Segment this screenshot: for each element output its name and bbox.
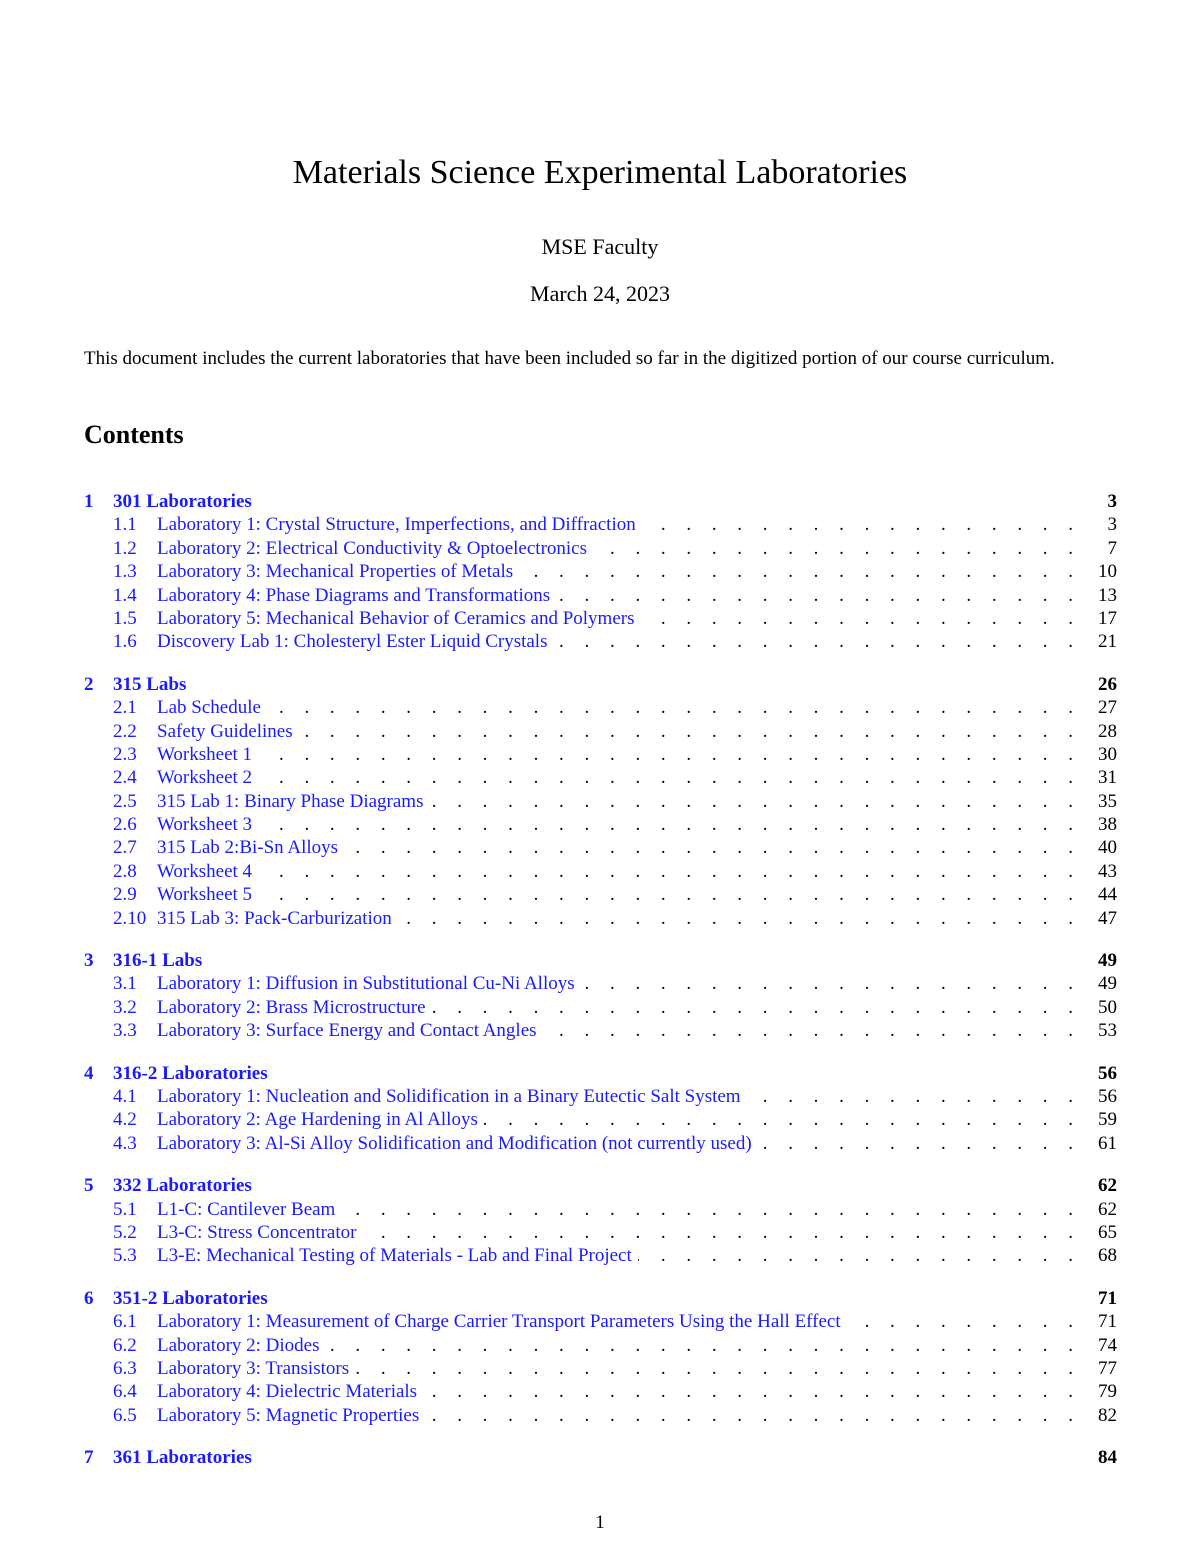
toc-dot-leader bbox=[758, 1132, 1081, 1155]
toc-entry-page: 27 bbox=[1098, 697, 1117, 719]
toc-chapter-link[interactable]: 315 Labs bbox=[113, 673, 187, 695]
toc-entry-page: 17 bbox=[1098, 607, 1117, 629]
toc-entry-number[interactable]: 2.10 bbox=[113, 907, 147, 929]
toc-chapter-page: 84 bbox=[1098, 1447, 1117, 1469]
toc-entry-number[interactable]: 1.6 bbox=[113, 631, 137, 653]
toc-chapter-row[interactable] bbox=[84, 949, 1117, 972]
toc-entry-number[interactable]: 5.3 bbox=[113, 1245, 137, 1267]
toc-entry-page: 43 bbox=[1098, 860, 1117, 882]
toc-dot-leader bbox=[258, 766, 1081, 789]
toc-entry-number[interactable]: 6.2 bbox=[113, 1334, 137, 1356]
toc-entry-row[interactable] bbox=[84, 1085, 1117, 1108]
toc-chapter-link[interactable]: 332 Laboratories bbox=[113, 1175, 252, 1197]
toc-entry-number[interactable]: 2.5 bbox=[113, 790, 137, 812]
toc-entry-page: 35 bbox=[1098, 790, 1117, 812]
toc-dot-leader bbox=[267, 696, 1081, 719]
toc-dot-leader bbox=[258, 813, 1081, 836]
toc-chapter-row[interactable] bbox=[84, 1174, 1117, 1197]
toc-dot-leader bbox=[847, 1310, 1081, 1333]
toc-entry-row[interactable] bbox=[84, 766, 1117, 789]
toc-entry-row[interactable] bbox=[84, 1198, 1117, 1221]
toc-dot-leader bbox=[299, 720, 1081, 743]
toc-entry-number[interactable]: 6.5 bbox=[113, 1404, 137, 1426]
toc-entry-row[interactable] bbox=[84, 607, 1117, 630]
toc-entry-page: 79 bbox=[1098, 1381, 1117, 1403]
toc-dot-leader bbox=[258, 883, 1081, 906]
toc-entry-page: 28 bbox=[1098, 720, 1117, 742]
toc-entry-page: 10 bbox=[1098, 561, 1117, 583]
toc-entry-link[interactable]: Worksheet 1 bbox=[157, 743, 253, 765]
toc-chapter-number[interactable]: 3 bbox=[84, 950, 94, 972]
toc-entry-row[interactable] bbox=[84, 1132, 1117, 1155]
toc-entry-number[interactable]: 6.3 bbox=[113, 1357, 137, 1379]
toc-entry-page: 62 bbox=[1098, 1198, 1117, 1220]
toc-entry-row[interactable] bbox=[84, 630, 1117, 653]
toc-entry-number[interactable]: 6.1 bbox=[113, 1311, 137, 1333]
toc-chapter-row[interactable] bbox=[84, 1446, 1117, 1469]
toc-entry-link[interactable]: Discovery Lab 1: Cholesteryl Ester Liquid Crystals bbox=[157, 631, 548, 653]
toc-dot-leader bbox=[641, 607, 1082, 630]
toc-entry-number[interactable]: 1.1 bbox=[113, 514, 137, 536]
toc-dot-leader bbox=[423, 1380, 1081, 1403]
toc-entry-link[interactable]: 315 Lab 1: Binary Phase Diagrams bbox=[157, 790, 424, 812]
toc-section bbox=[84, 1174, 1117, 1268]
toc-entry-row[interactable] bbox=[84, 790, 1117, 813]
toc-entry-page: 21 bbox=[1098, 631, 1117, 653]
toc-entry-row[interactable] bbox=[84, 1108, 1117, 1131]
toc-dot-leader bbox=[543, 1019, 1081, 1042]
toc-entry-number[interactable]: 3.3 bbox=[113, 1020, 137, 1042]
toc-dot-leader bbox=[484, 1108, 1081, 1131]
toc-entry-link[interactable]: Laboratory 3: Transistors bbox=[157, 1357, 350, 1379]
toc-chapter-number[interactable]: 5 bbox=[84, 1175, 94, 1197]
toc-entry-link[interactable]: Laboratory 2: Age Hardening in Al Alloys bbox=[157, 1109, 478, 1131]
toc-entry-page: 71 bbox=[1098, 1311, 1117, 1333]
toc-entry-page: 65 bbox=[1098, 1221, 1117, 1243]
toc-entry-row[interactable] bbox=[84, 537, 1117, 560]
toc-entry-link[interactable]: Laboratory 1: Crystal Structure, Imperfections, and Diffraction bbox=[157, 514, 636, 536]
toc-entry-number[interactable]: 2.7 bbox=[113, 837, 137, 859]
toc-chapter-page: 71 bbox=[1098, 1287, 1117, 1309]
toc-chapter-number[interactable]: 1 bbox=[84, 491, 94, 512]
toc-entry-row[interactable] bbox=[84, 907, 1117, 930]
toc-entry-row[interactable] bbox=[84, 860, 1117, 883]
toc-entry-number[interactable]: 6.4 bbox=[113, 1381, 137, 1403]
toc-entry-number[interactable]: 2.2 bbox=[113, 720, 137, 742]
toc-entry-link[interactable]: Laboratory 3: Mechanical Properties of Metals bbox=[157, 561, 514, 583]
toc-section bbox=[84, 1287, 1117, 1427]
toc-entry-page: 31 bbox=[1098, 767, 1117, 789]
toc-chapter-page: 62 bbox=[1098, 1175, 1117, 1197]
toc-entry-number[interactable]: 5.2 bbox=[113, 1221, 137, 1243]
toc-dot-leader bbox=[425, 1404, 1081, 1427]
toc-entry-link[interactable]: 315 Lab 2:Bi-Sn Alloys bbox=[157, 837, 339, 859]
toc-chapter-row[interactable] bbox=[84, 673, 1117, 696]
toc-entry-link[interactable]: Worksheet 2 bbox=[157, 767, 253, 789]
toc-entry-link[interactable]: 315 Lab 3: Pack-Carburization bbox=[157, 907, 392, 929]
page-number: 1 bbox=[595, 1512, 605, 1533]
toc-chapter-page: 49 bbox=[1098, 950, 1117, 972]
abstract: This document includes the current laboratories that have been included so far in the digitized portion of our course curriculum. bbox=[84, 348, 1055, 369]
toc-entry-number[interactable]: 3.1 bbox=[113, 973, 137, 995]
toc-entry-page: 3 bbox=[1107, 514, 1117, 536]
toc-entry-link[interactable]: Worksheet 5 bbox=[157, 884, 253, 906]
toc-entry-number[interactable]: 2.9 bbox=[113, 884, 137, 906]
toc-entry-row[interactable] bbox=[84, 1404, 1117, 1427]
toc-entry-link[interactable]: Laboratory 4: Phase Diagrams and Transformations bbox=[157, 584, 551, 606]
toc-entry-row[interactable] bbox=[84, 513, 1117, 536]
toc-entry-page: 47 bbox=[1098, 907, 1117, 929]
toc-entry-number[interactable]: 2.1 bbox=[113, 697, 137, 719]
toc-entry-number[interactable]: 4.1 bbox=[113, 1085, 137, 1107]
toc-entry-number[interactable]: 2.4 bbox=[113, 767, 137, 789]
toc-entry-link[interactable]: Safety Guidelines bbox=[157, 720, 293, 742]
toc-entry-link[interactable]: L1-C: Cantilever Beam bbox=[157, 1198, 336, 1220]
toc-dot-leader bbox=[355, 1357, 1081, 1380]
toc-chapter-page: 56 bbox=[1098, 1062, 1117, 1084]
toc-entry-link[interactable]: Laboratory 3: Surface Energy and Contact Angles bbox=[157, 1020, 537, 1042]
toc-entry-row[interactable] bbox=[84, 883, 1117, 906]
toc-entry-row[interactable] bbox=[84, 1380, 1117, 1403]
toc-entry-page: 74 bbox=[1098, 1334, 1117, 1356]
toc-entry-number[interactable]: 2.6 bbox=[113, 814, 137, 836]
toc-dot-leader bbox=[341, 1198, 1081, 1221]
toc-entry-page: 38 bbox=[1098, 814, 1117, 836]
toc-entry-link[interactable]: Laboratory 1: Diffusion in Substitutional Cu-Ni Alloys bbox=[157, 973, 575, 995]
toc-entry-link[interactable]: Worksheet 3 bbox=[157, 814, 253, 836]
toc-dot-leader bbox=[258, 743, 1081, 766]
toc-chapter-link[interactable]: 301 Laboratories bbox=[113, 491, 252, 512]
toc-entry-link[interactable]: Laboratory 3: Al-Si Alloy Solidification and Modification (not currently used) bbox=[157, 1132, 752, 1154]
toc-section bbox=[84, 1062, 1117, 1156]
toc-chapter-row[interactable] bbox=[84, 490, 1117, 513]
toc-chapter-link[interactable]: 316-1 Labs bbox=[113, 950, 203, 972]
toc-chapter-page: 3 bbox=[1107, 491, 1117, 512]
toc-dot-leader bbox=[326, 1334, 1081, 1357]
toc-entry-row[interactable] bbox=[84, 1244, 1117, 1267]
toc-entry-link[interactable]: L3-E: Mechanical Testing of Materials - Lab and Final Project bbox=[157, 1245, 632, 1267]
toc-entry-page: 53 bbox=[1098, 1020, 1117, 1042]
toc-entry-link[interactable]: Laboratory 2: Brass Microstructure bbox=[157, 996, 426, 1018]
toc-dot-leader bbox=[432, 996, 1081, 1019]
toc-dot-leader bbox=[747, 1085, 1081, 1108]
toc-entry-number[interactable]: 3.2 bbox=[113, 996, 137, 1018]
toc-entry-page: 49 bbox=[1098, 973, 1117, 995]
toc-section bbox=[84, 673, 1117, 930]
toc-entry-page: 56 bbox=[1098, 1085, 1117, 1107]
toc-entry-number[interactable]: 1.4 bbox=[113, 584, 137, 606]
toc-entry-number[interactable]: 2.3 bbox=[113, 743, 137, 765]
toc-entry-row[interactable] bbox=[84, 1019, 1117, 1042]
toc-chapter-link[interactable]: 316-2 Laboratories bbox=[113, 1062, 268, 1084]
toc-entry-page: 77 bbox=[1098, 1357, 1117, 1379]
toc-section bbox=[84, 949, 1117, 1043]
toc-entry-number[interactable]: 4.2 bbox=[113, 1109, 137, 1131]
toc-dot-leader bbox=[553, 630, 1081, 653]
toc-chapter-number[interactable]: 6 bbox=[84, 1287, 94, 1309]
toc-entry-number[interactable]: 1.2 bbox=[113, 537, 137, 559]
toc-entry-link[interactable]: Laboratory 4: Dielectric Materials bbox=[157, 1381, 418, 1403]
toc-dot-leader bbox=[519, 560, 1081, 583]
toc-entry-link[interactable]: L3-C: Stress Concentrator bbox=[157, 1221, 357, 1243]
toc-entry-link[interactable]: Worksheet 4 bbox=[157, 860, 253, 882]
toc-entry-page: 59 bbox=[1098, 1109, 1117, 1131]
toc-entry-row[interactable] bbox=[84, 560, 1117, 583]
toc-entry-number[interactable]: 5.1 bbox=[113, 1198, 137, 1220]
toc-entry-number[interactable]: 1.3 bbox=[113, 561, 137, 583]
toc-chapter-row[interactable] bbox=[84, 1062, 1117, 1085]
toc-entry-page: 68 bbox=[1098, 1245, 1117, 1267]
document-date: March 24, 2023 bbox=[530, 281, 670, 306]
table-of-contents bbox=[84, 490, 1117, 1488]
toc-entry-row[interactable] bbox=[84, 1357, 1117, 1380]
toc-section bbox=[84, 490, 1117, 654]
toc-entry-link[interactable]: Laboratory 2: Diodes bbox=[157, 1334, 320, 1356]
toc-entry-row[interactable] bbox=[84, 720, 1117, 743]
toc-entry-row[interactable] bbox=[84, 1310, 1117, 1333]
toc-dot-leader bbox=[581, 972, 1081, 995]
toc-chapter-number[interactable]: 7 bbox=[84, 1447, 94, 1469]
toc-section bbox=[84, 1446, 1117, 1469]
document-title: Materials Science Experimental Laboratories bbox=[292, 154, 908, 191]
toc-dot-leader bbox=[429, 790, 1081, 813]
toc-entry-row[interactable] bbox=[84, 1221, 1117, 1244]
toc-chapter-page: 26 bbox=[1098, 673, 1117, 695]
toc-dot-leader bbox=[344, 836, 1081, 859]
toc-entry-page: 50 bbox=[1098, 996, 1117, 1018]
toc-entry-link[interactable]: Laboratory 1: Measurement of Charge Carrier Transport Parameters Using the Hall Effect bbox=[157, 1311, 841, 1333]
toc-entry-link[interactable]: Laboratory 2: Electrical Conductivity & Optoelectronics bbox=[157, 537, 588, 559]
contents-heading: Contents bbox=[84, 420, 184, 449]
toc-entry-page: 44 bbox=[1098, 884, 1117, 906]
toc-chapter-number[interactable]: 2 bbox=[84, 673, 94, 695]
toc-entry-link[interactable]: Laboratory 5: Mechanical Behavior of Ceramics and Polymers bbox=[157, 607, 635, 629]
toc-entry-row[interactable] bbox=[84, 996, 1117, 1019]
toc-dot-leader bbox=[398, 907, 1081, 930]
toc-chapter-link[interactable]: 351-2 Laboratories bbox=[113, 1287, 268, 1309]
toc-entry-number[interactable]: 4.3 bbox=[113, 1132, 137, 1154]
toc-dot-leader bbox=[362, 1221, 1081, 1244]
toc-entry-page: 40 bbox=[1098, 837, 1117, 859]
toc-entry-page: 13 bbox=[1098, 584, 1117, 606]
toc-chapter-row[interactable] bbox=[84, 1287, 1117, 1310]
toc-entry-link[interactable]: Laboratory 1: Nucleation and Solidification in a Binary Eutectic Salt System bbox=[157, 1085, 741, 1107]
toc-dot-leader bbox=[258, 860, 1081, 883]
toc-entry-number[interactable]: 2.8 bbox=[113, 860, 137, 882]
toc-dot-leader bbox=[642, 513, 1081, 536]
toc-entry-row[interactable] bbox=[84, 584, 1117, 607]
toc-chapter-number[interactable]: 4 bbox=[84, 1062, 94, 1084]
toc-entry-page: 30 bbox=[1098, 743, 1117, 765]
toc-entry-row[interactable] bbox=[84, 696, 1117, 719]
toc-entry-page: 7 bbox=[1107, 537, 1117, 559]
toc-dot-leader bbox=[638, 1244, 1081, 1267]
toc-entry-page: 61 bbox=[1098, 1132, 1117, 1154]
toc-entry-link[interactable]: Lab Schedule bbox=[157, 697, 261, 719]
toc-dot-leader bbox=[593, 537, 1081, 560]
toc-entry-row[interactable] bbox=[84, 1334, 1117, 1357]
document-author: MSE Faculty bbox=[541, 234, 659, 259]
toc-entry-row[interactable] bbox=[84, 813, 1117, 836]
toc-entry-row[interactable] bbox=[84, 743, 1117, 766]
toc-dot-leader bbox=[556, 584, 1081, 607]
toc-chapter-link[interactable]: 361 Laboratories bbox=[113, 1447, 252, 1469]
toc-entry-page: 82 bbox=[1098, 1404, 1117, 1426]
toc-entry-number[interactable]: 1.5 bbox=[113, 607, 137, 629]
toc-entry-row[interactable] bbox=[84, 836, 1117, 859]
toc-entry-link[interactable]: Laboratory 5: Magnetic Properties bbox=[157, 1404, 420, 1426]
toc-entry-row[interactable] bbox=[84, 972, 1117, 995]
